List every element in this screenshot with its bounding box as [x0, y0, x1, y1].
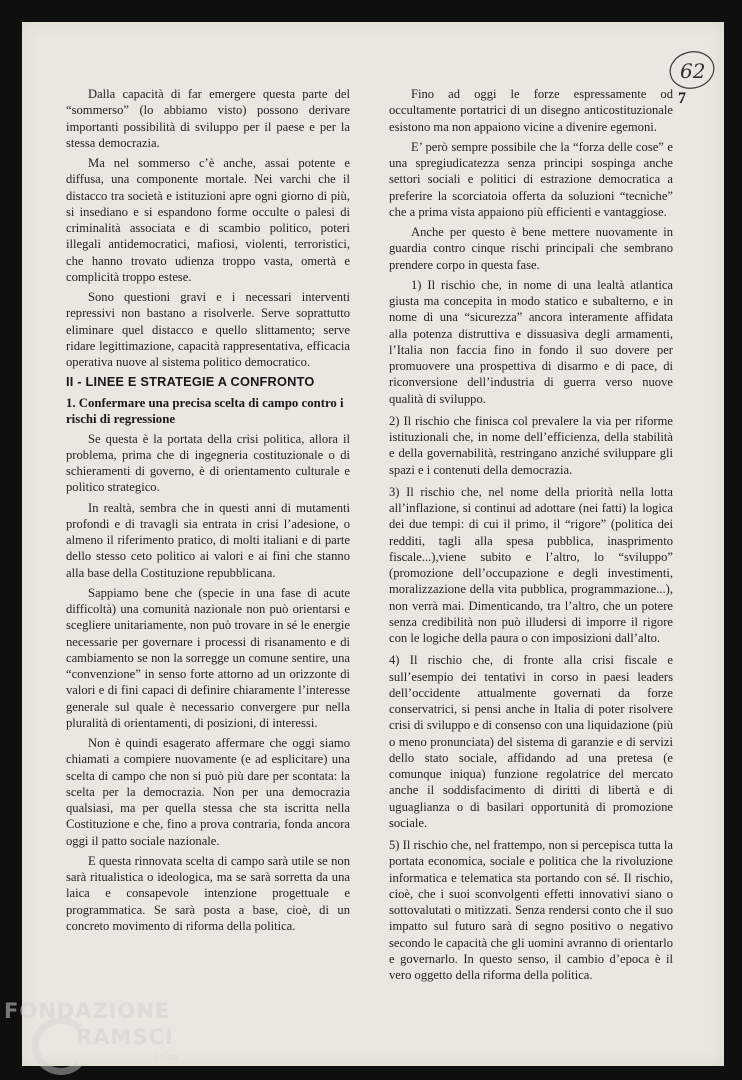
risk-item-3: 3) Il rischio che, nel nome della priorità nella lotta all’inflazione, si continui ad adottare (nei fatti) la logica dei due tempi: di cui il primo, il “rigore” (politica dei redditi, tagli alla spesa pubblica, inasprimento fiscale...),viene subito e l’altro, lo “sviluppo” (promozione dell’occupazione e degli investimenti, moralizzazione della vita pubblica, programmazione...), non verrà mai. Dimenticando, tra l’altro, che un potere senza credibilità non può illudersi di imporre il rigore con le logiche della paura o con imposizioni dall’alto. — [389, 484, 673, 645]
page-number: 7 — [678, 90, 686, 107]
paragraph: Fino ad oggi le forze espressamente od occultamente portatrici di un disegno anticostituzionale esistono ma non appaiono vicine a divenire egemoni. — [389, 87, 673, 134]
paragraph: Ma nel sommerso c’è anche, assai potente e diffusa, una componente mortale. Nei varchi che il distacco tra società e istituzioni apre ogni giorno di più, si insediano e si espandono forme occulte o palesi di criminalità associata e di scambio politico, poteri illegali antidemocratici, mafiosi, violenti, terroristici, che hanno trovato udienza troppo vasta, omertà e complicità troppo estese. — [66, 156, 350, 284]
archive-number-text: 62 — [680, 59, 706, 83]
paragraph: Non è quindi esagerato affermare che oggi siamo chiamati a compiere nuovamente (e ad esplicitare) una scelta di campo che non si può più dare per scontata: la scelta per la democrazia. Non per una democrazia qualsiasi, ma per quella stessa che sta iscritta nella Costituzione e che, fino a prova contraria, fonda ancora oggi il patto sociale nazionale. — [66, 736, 350, 848]
risk-item-2: 2) Il rischio che finisca col prevalere la via per riforme istituzionali che, in nome dell’efficienza, della stabilità e della governabilità, restringano anziché sviluppare gli spazi e i contenuti della democrazia. — [389, 413, 673, 477]
right-column — [389, 86, 673, 987]
paragraph: Se questa è la portata della crisi politica, allora il problema, prima che di ingegneria costituzionale o di schieramenti di governo, è di orientamento culturale e politico strategico. — [66, 431, 350, 495]
left-column — [66, 86, 350, 938]
subsection-heading: 1. Confermare una precisa scelta di campo contro i rischi di regressione — [66, 395, 344, 426]
paragraph: Sappiamo bene che (specie in una fase di acute difficoltà) una comunità nazionale non può orientarsi e scegliere unitariamente, non può trovare in sé le energie necessarie per governare i processi di risanamento e di cambiamento se non la sorregge un comune sentire, una “convenzione” in senso forte attorno ad un orizzonte di valori e di fini capaci di definire chiaramente l’interesse generale sul quale è necessario convergere pur nella pluralità di orientamenti, di posizioni, di interessi. — [66, 585, 350, 730]
risk-item-5: 5) Il rischio che, nel frattempo, non si percepisca tutta la portata economica, sociale e politica che la rivoluzione informatica e telematica sta portando con sé. Il rischio, cioè, che i suoi sconvolgenti effetti innovativi siano o sottovalutati o mitizzati. Senza rendersi conto che il suo impatto sul futuro sarà di segno positivo o negativo secondo le capacità che gli uomini avranno di orientarlo e governarlo. In questo senso, il cambio d’epoca è il vero oggetto della riforma della politica. — [389, 838, 673, 982]
risk-item-4: 4) Il rischio che, di fronte alla crisi fiscale e sull’esempio dei tentativi in corso in paesi leaders dell’occidente attualmente governati da forze conservatrici, si pensi anche in Italia di poter risolvere crisi di sviluppo e di consenso con una liquidazione (più o meno pronunciata) del sistema di garanzie e di servizi dello stato sociale, affidando ad una pretesa (e comunque iniqua) funzione regolatrice del mercato anche il soddisfacimento di diritti di libertà e di uguaglianza o di basilari opportunità di promozione sociale. — [389, 653, 673, 830]
paragraph: In realtà, sembra che in questi anni di mutamenti profondi e di travagli sia entrata in crisi l’adesione, o almeno il riferimento pratico, di molti italiani e di parte dello stesso ceto politico ai valori e ai fini che stanno alla base della Costituzione repubblicana. — [66, 500, 350, 580]
paragraph: Anche per questo è bene mettere nuovamente in guardia contro cinque rischi principali che sembrano prendere corpo in questa fase. — [389, 225, 673, 272]
section-heading: II - LINEE E STRATEGIE A CONFRONTO — [66, 374, 315, 390]
watermark-line2: RAMSCI — [76, 1025, 174, 1049]
risk-item-1: 1) Il rischio che, in nome di una lealtà atlantica giusta ma concepita in modo statico e subalterno, e in nome di una “sicurezza” ancora interamente affidata alla potenza distruttiva e dissuasiva degli armamenti, l’Italia non faccia fino in fondo il suo dovere per promuovere una prospettiva di disarmo e di pace, di riconversione dell’industria di guerra verso nuove qualità di sviluppo. — [389, 277, 673, 406]
paragraph: Sono questioni gravi e i necessari interventi repressivi non bastano a risolverle. Serve soprattutto eliminare quel distacco e quello slittamento; serve ridare legittimazione, capacità rappresentativa, efficacia operativa nuove al sistema politico democratico. — [66, 290, 350, 369]
foundation-watermark — [4, 997, 194, 1077]
paragraph: E questa rinnovata scelta di campo sarà utile se non sarà ritualistica o ideologica, ma se sarà sorretta da una laica e consapevole intenzione progettuale e programmatica. Se sarà posta a base, cioè, di un concreto movimento di riforma della politica. — [66, 853, 350, 933]
watermark-line1: FONDAZIONE — [4, 999, 171, 1023]
watermark-suffix: onlus — [154, 1052, 179, 1062]
paragraph: E’ però sempre possibile che la “forza delle cose” e una spregiudicatezza senza principi sospinga anche settori sociali e politici di estrazione democratica a preferire la scorciatoia offerta da soluzioni “tecniche” che a prima vista appaiono più efficienti e vantaggiose. — [389, 139, 673, 219]
paragraph: Dalla capacità di far emergere questa parte del “sommerso” (lo abbiamo visto) possono derivare importanti possibilità di sviluppo per il paese e per la stessa democrazia. — [66, 87, 350, 150]
